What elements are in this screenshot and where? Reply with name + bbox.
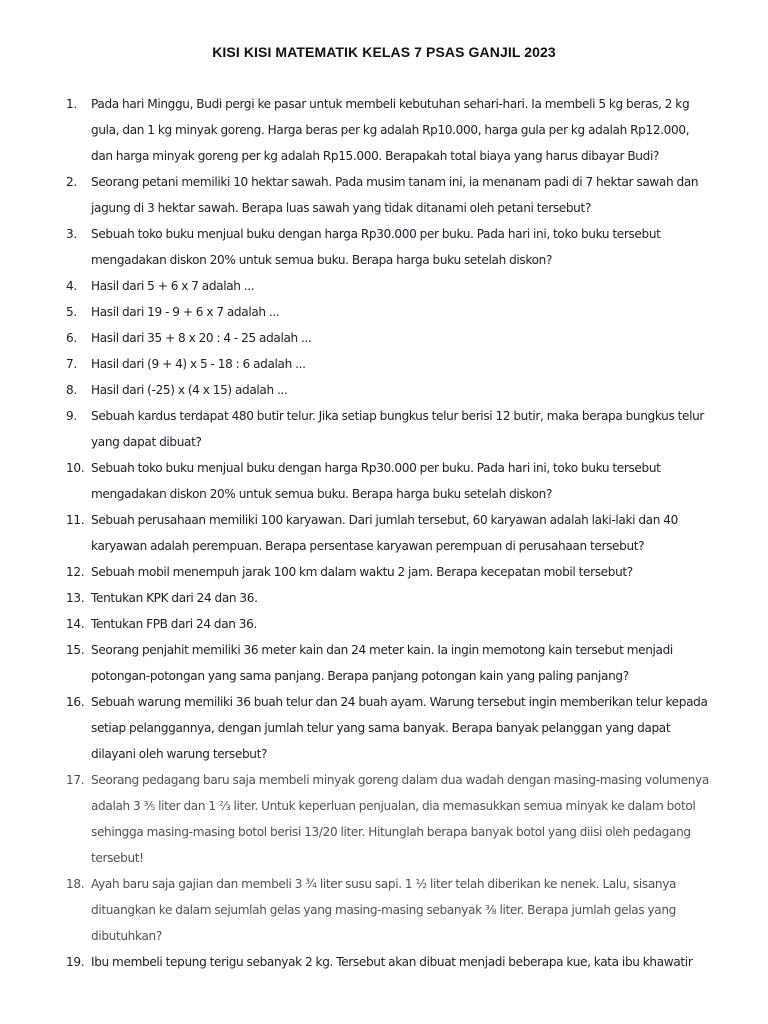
question-text: Seorang pedagang baru saja membeli minyak goreng dalam dua wadah dengan masing-masing volumenya adalah 3 ⅗ liter dan 1 ⅔ liter. Untuk keperluan penjualan, dia memasukkan semua minyak ke dalam botol sehingga masing-masing botol berisi 13/20 liter. Hitunglah berapa banyak botol yang diisi oleh pedagang tersebut! (91, 773, 709, 865)
question-text: Sebuah kardus terdapat 480 butir telur. Jika setiap bungkus telur berisi 12 butir, maka berapa bungkus telur yang dapat dibuat? (91, 409, 705, 449)
question-number: 14. (66, 617, 85, 631)
question-number: 13. (66, 591, 85, 605)
question-number: 4. (66, 279, 77, 293)
question-number: 19. (66, 955, 85, 969)
question-item (0, 221, 768, 273)
question-text: Hasil dari 19 - 9 + 6 x 7 adalah ... (91, 305, 280, 319)
question-item (0, 351, 768, 377)
question-number: 10. (66, 461, 85, 475)
question-text: Hasil dari 35 + 8 x 20 : 4 - 25 adalah ... (91, 331, 312, 345)
question-number: 1. (66, 97, 77, 111)
question-number: 3. (66, 227, 77, 241)
question-text: Sebuah warung memiliki 36 buah telur dan 24 buah ayam. Warung tersebut ingin memberikan telur kepada setiap pelanggannya, dengan jumlah telur yang sama banyak. Berapa banyak pelanggan yang dapat dilayani oleh warung tersebut? (91, 695, 708, 761)
question-number: 6. (66, 331, 77, 345)
question-number: 5. (66, 305, 77, 319)
question-list (0, 91, 768, 975)
question-item (0, 949, 768, 975)
question-text: Pada hari Minggu, Budi pergi ke pasar untuk membeli kebutuhan sehari-hari. Ia membeli 5 kg beras, 2 kg gula, dan 1 kg minyak goreng. Harga beras per kg adalah Rp10.000, harga gula per kg adalah Rp12.000, dan harga minyak goreng per kg adalah Rp15.000. Berapakah total biaya yang harus dibayar Budi? (91, 97, 690, 163)
question-item (0, 585, 768, 611)
question-text: Hasil dari 5 + 6 x 7 adalah ... (91, 279, 255, 293)
question-text: Hasil dari (-25) x (4 x 15) adalah ... (91, 383, 288, 397)
question-item (0, 377, 768, 403)
question-item (0, 871, 768, 949)
question-text: Seorang petani memiliki 10 hektar sawah. Pada musim tanam ini, ia menanam padi di 7 hektar sawah dan jagung di 3 hektar sawah. Berapa luas sawah yang tidak ditanami oleh petani tersebut? (91, 175, 699, 215)
question-item (0, 403, 768, 455)
question-number: 12. (66, 565, 85, 579)
question-number: 16. (66, 695, 85, 709)
question-item (0, 507, 768, 559)
question-text: Hasil dari (9 + 4) x 5 - 18 : 6 adalah ... (91, 357, 306, 371)
question-number: 11. (66, 513, 85, 527)
question-item (0, 169, 768, 221)
question-number: 2. (66, 175, 77, 189)
question-text: Sebuah mobil menempuh jarak 100 km dalam waktu 2 jam. Berapa kecepatan mobil tersebut? (91, 565, 633, 579)
question-text: Sebuah perusahaan memiliki 100 karyawan. Dari jumlah tersebut, 60 karyawan adalah laki-laki dan 40 karyawan adalah perempuan. Berapa persentase karyawan perempuan di perusahaan tersebut? (91, 513, 678, 553)
document-title: KISI KISI MATEMATIK KELAS 7 PSAS GANJIL 2023 (212, 44, 556, 60)
question-number: 9. (66, 409, 77, 423)
question-item (0, 637, 768, 689)
question-text: Tentukan KPK dari 24 dan 36. (91, 591, 258, 605)
question-item (0, 611, 768, 637)
question-text: Ayah baru saja gajian dan membeli 3 ¾ liter susu sapi. 1 ½ liter telah diberikan ke nenek. Lalu, sisanya dituangkan ke dalam sejumlah gelas yang masing-masing sebanyak ⅜ liter. Berapa jumlah gelas yang dibutuhkan? (91, 877, 677, 943)
question-item (0, 689, 768, 767)
question-item (0, 91, 768, 169)
question-item (0, 325, 768, 351)
question-item (0, 767, 768, 871)
question-text: Sebuah toko buku menjual buku dengan harga Rp30.000 per buku. Pada hari ini, toko buku tersebut mengadakan diskon 20% untuk semua buku. Berapa harga buku setelah diskon? (91, 227, 661, 267)
question-number: 17. (66, 773, 85, 787)
question-item (0, 455, 768, 507)
question-number: 15. (66, 643, 85, 657)
question-item (0, 299, 768, 325)
question-number: 7. (66, 357, 77, 371)
question-text: Sebuah toko buku menjual buku dengan harga Rp30.000 per buku. Pada hari ini, toko buku tersebut mengadakan diskon 20% untuk semua buku. Berapa harga buku setelah diskon? (91, 461, 661, 501)
question-number: 8. (66, 383, 77, 397)
question-item (0, 559, 768, 585)
question-text: Tentukan FPB dari 24 dan 36. (91, 617, 257, 631)
question-text: Seorang penjahit memiliki 36 meter kain dan 24 meter kain. Ia ingin memotong kain tersebut menjadi potongan-potongan yang sama panjang. Berapa panjang potongan kain yang paling panjang? (91, 643, 673, 683)
question-item (0, 273, 768, 299)
question-number: 18. (66, 877, 85, 891)
question-text: Ibu membeli tepung terigu sebanyak 2 kg. Tersebut akan dibuat menjadi beberapa kue, kata ibu khawatir (91, 955, 693, 969)
